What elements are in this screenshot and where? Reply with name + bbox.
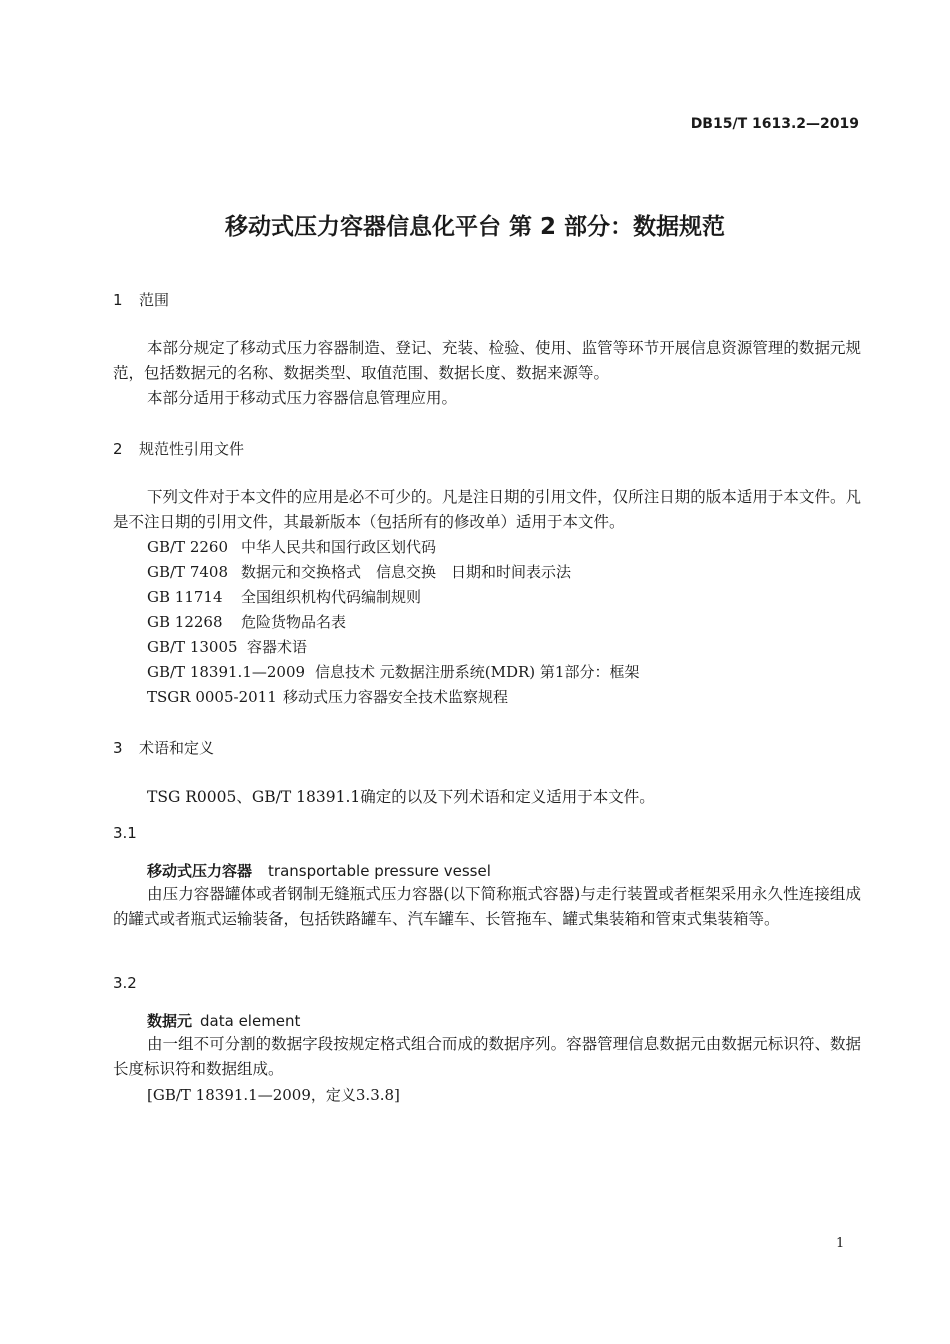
- term-chinese: 移动式压力容器: [147, 862, 253, 880]
- document-title: 移动式压力容器信息化平台 第 2 部分：数据规范: [224, 214, 726, 240]
- section-title: 术语和定义: [139, 739, 215, 757]
- reference-item: [147, 536, 436, 557]
- section-3-heading: [113, 737, 214, 758]
- section-1-heading: [113, 289, 169, 310]
- reference-name: 信息技术 元数据注册系统(MDR) 第1部分：框架: [315, 663, 640, 681]
- reference-name: 全国组织机构代码编制规则: [241, 588, 422, 606]
- term-english: transportable pressure vessel: [268, 862, 491, 880]
- term-number: 3.1: [113, 824, 137, 842]
- term-source: [GB/T 18391.1—2009，定义3.3.8]: [147, 1086, 400, 1104]
- section-1-paragraph-2: 本部分适用于移动式压力容器信息管理应用。: [147, 389, 458, 407]
- reference-code: GB/T 2260: [147, 538, 229, 556]
- reference-code: GB/T 7408: [147, 563, 229, 581]
- section-number: 3: [113, 739, 123, 757]
- reference-item: [147, 686, 508, 707]
- section-title: 规范性引用文件: [139, 440, 245, 458]
- reference-item: [147, 586, 421, 607]
- reference-name: 移动式压力容器安全技术监察规程: [283, 688, 509, 706]
- reference-code: GB 12268: [147, 613, 223, 631]
- reference-item: [147, 661, 639, 682]
- reference-item: [147, 611, 346, 632]
- reference-name: 容器术语: [247, 638, 308, 656]
- section-3-intro: TSG R0005、GB/T 18391.1确定的以及下列术语和定义适用于本文件。: [147, 788, 655, 806]
- reference-code: TSGR 0005-2011: [147, 688, 277, 706]
- section-1-paragraph-1: 本部分规定了移动式压力容器制造、登记、充装、检验、使用、监管等环节开展信息资源管理的数据元规范，包括数据元的名称、数据类型、取值范围、数据长度、数据来源等。: [113, 339, 861, 382]
- section-number: 2: [113, 440, 123, 458]
- reference-name: 危险货物品名表: [241, 613, 347, 631]
- reference-item: [147, 561, 571, 582]
- term-heading: [147, 1010, 300, 1031]
- term-english: data element: [200, 1012, 301, 1030]
- section-title: 范围: [139, 291, 170, 309]
- reference-code: GB/T 18391.1—2009: [147, 663, 306, 681]
- reference-code: GB/T 13005: [147, 638, 238, 656]
- section-number: 1: [113, 291, 123, 309]
- page-number: 1: [836, 1236, 845, 1251]
- reference-name: 中华人民共和国行政区划代码: [241, 538, 437, 556]
- reference-name: 数据元和交换格式 信息交换 日期和时间表示法: [241, 563, 572, 581]
- term-number: 3.2: [113, 974, 137, 992]
- term-heading: [147, 860, 491, 881]
- term-chinese: 数据元: [147, 1012, 193, 1030]
- term-definition: 由压力容器罐体或者钢制无缝瓶式压力容器(以下简称瓶式容器)与走行装置或者框架采用永久性连接组成的罐式或者瓶式运输装备，包括铁路罐车、汽车罐车、长管拖车、罐式集装箱和管束式集装箱等。: [113, 885, 861, 928]
- section-2-heading: [113, 438, 244, 459]
- reference-code: GB 11714: [147, 588, 223, 606]
- section-2-intro: 下列文件对于本文件的应用是必不可少的。凡是注日期的引用文件，仅所注日期的版本适用于本文件。凡是不注日期的引用文件，其最新版本（包括所有的修改单）适用于本文件。: [113, 488, 861, 531]
- standard-code: DB15/T 1613.2—2019: [690, 116, 859, 132]
- reference-item: [147, 636, 307, 657]
- term-definition: 由一组不可分割的数据字段按规定格式组合而成的数据序列。容器管理信息数据元由数据元标识符、数据长度标识符和数据组成。: [113, 1035, 861, 1078]
